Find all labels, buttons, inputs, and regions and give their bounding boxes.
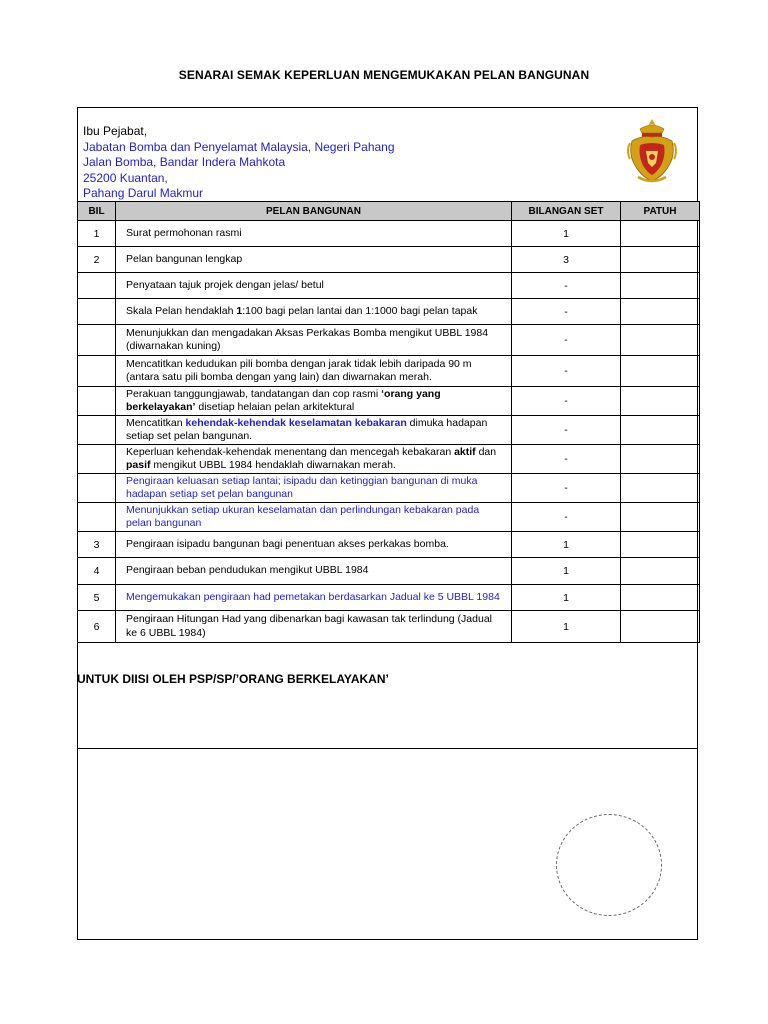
- row-set-count: -: [512, 387, 621, 416]
- table-row: [78, 611, 700, 643]
- section-divider: [77, 748, 698, 749]
- address-line-2: Jabatan Bomba dan Penyelamat Malaysia, Negeri Pahang: [83, 139, 395, 154]
- address-line-5: Pahang Darul Makmur: [83, 186, 204, 200]
- row-description: [116, 387, 512, 416]
- row-patuh-cell[interactable]: [621, 532, 700, 558]
- header-pelan-bangunan: PELAN BANGUNAN: [116, 202, 512, 221]
- table-row: [78, 474, 700, 503]
- row-patuh-cell[interactable]: [621, 416, 700, 445]
- table-header-row: [78, 202, 700, 221]
- row-description: Pengiraan Hitungan Had yang dibenarkan bagi kawasan tak terlindung (Jadual ke 6 UBBL 1984): [116, 611, 512, 643]
- row-description: Menunjukkan setiap ukuran keselamatan dan perlindungan kebakaran pada pelan bangunan: [116, 503, 512, 532]
- table-row: [78, 416, 700, 445]
- row-patuh-cell[interactable]: [621, 585, 700, 611]
- table-row: [78, 325, 700, 356]
- desc-bold-part: aktif: [454, 445, 476, 458]
- row-set-count: -: [512, 273, 621, 299]
- row-description: Pengiraan keluasan setiap lantai; isipadu dan ketinggian bangunan di muka hadapan setiap set pelan bangunan: [116, 474, 512, 503]
- psp-section-label: UNTUK DIISI OLEH PSP/SP/’ORANG BERKELAYAKAN’: [77, 672, 389, 686]
- row-number: 4: [78, 558, 116, 585]
- row-number: [78, 387, 116, 416]
- address-block: [83, 124, 395, 202]
- row-number: [78, 273, 116, 299]
- table-row: [78, 558, 700, 585]
- row-description: Pengiraan beban pendudukan mengikut UBBL 1984: [116, 558, 512, 585]
- row-set-count: 1: [512, 585, 621, 611]
- table-row: [78, 273, 700, 299]
- row-number: [78, 503, 116, 532]
- desc-bold-blue-part: kehendak-kehendak keselamatan kebakaran: [185, 416, 407, 429]
- row-patuh-cell[interactable]: [621, 387, 700, 416]
- row-set-count: 1: [512, 558, 621, 585]
- row-set-count: 1: [512, 611, 621, 643]
- row-description: Mencatitkan kedudukan pili bomba dengan jarak tidak lebih daripada 90 m (antara satu pili bomba dengan yang lain) dan diwarnakan merah.: [116, 356, 512, 387]
- row-number: [78, 474, 116, 503]
- row-set-count: -: [512, 325, 621, 356]
- row-description: Pelan bangunan lengkap: [116, 247, 512, 273]
- row-description: Surat permohonan rasmi: [116, 221, 512, 247]
- row-description: Mengemukakan pengiraan had pemetakan berdasarkan Jadual ke 5 UBBL 1984: [116, 585, 512, 611]
- desc-part: dan: [475, 445, 497, 458]
- stamp-circle: [556, 814, 662, 916]
- desc-part: mengikut UBBL 1984 hendaklah diwarnakan merah.: [150, 459, 396, 471]
- row-set-count: -: [512, 503, 621, 532]
- table-row: [78, 247, 700, 273]
- row-number: [78, 325, 116, 356]
- row-set-count: -: [512, 356, 621, 387]
- row-number: [78, 445, 116, 474]
- checklist-table: [77, 201, 700, 643]
- header-patuh: PATUH: [621, 202, 700, 221]
- desc-bold-part: ‘orang yang berkelayakan’: [126, 387, 441, 413]
- desc-part: :100 bagi pelan lantai dan 1:1000 bagi pelan tapak: [242, 304, 478, 317]
- row-patuh-cell[interactable]: [621, 221, 700, 247]
- address-line-4: 25200 Kuantan,: [83, 170, 168, 185]
- desc-bold-part: 1: [236, 304, 243, 317]
- row-description: Pengiraan isipadu bangunan bagi penentuan akses perkakas bomba.: [116, 532, 512, 558]
- row-number: 2: [78, 247, 116, 273]
- row-description: Penyataan tajuk projek dengan jelas/ betul: [116, 273, 512, 299]
- row-description: Menunjukkan dan mengadakan Aksas Perkakas Bomba mengikut UBBL 1984 (diwarnakan kuning): [116, 325, 512, 356]
- row-description: [116, 445, 512, 474]
- row-number: [78, 356, 116, 387]
- address-line-3: Jalan Bomba, Bandar Indera Mahkota: [83, 155, 286, 169]
- row-patuh-cell[interactable]: [621, 356, 700, 387]
- table-row: [78, 299, 700, 325]
- row-set-count: 1: [512, 532, 621, 558]
- row-number: 5: [78, 585, 116, 611]
- row-set-count: 3: [512, 247, 621, 273]
- row-number: 1: [78, 221, 116, 247]
- address-line-1: Ibu Pejabat,: [83, 124, 148, 138]
- row-description: [116, 416, 512, 445]
- table-row: [78, 503, 700, 532]
- row-patuh-cell[interactable]: [621, 325, 700, 356]
- table-row: [78, 221, 700, 247]
- document-title: SENARAI SEMAK KEPERLUAN MENGEMUKAKAN PELAN BANGUNAN: [178, 68, 590, 82]
- row-patuh-cell[interactable]: [621, 247, 700, 273]
- desc-part: Keperluan kehendak-kehendak menentang dan mencegah kebakaran: [126, 445, 455, 458]
- desc-part: disetiap helaian pelan arkitektural: [195, 401, 355, 413]
- header-bil: BIL: [78, 202, 116, 221]
- row-set-count: -: [512, 445, 621, 474]
- row-patuh-cell[interactable]: [621, 445, 700, 474]
- row-number: [78, 416, 116, 445]
- row-number: [78, 299, 116, 325]
- row-patuh-cell[interactable]: [621, 299, 700, 325]
- row-set-count: -: [512, 299, 621, 325]
- row-number: 6: [78, 611, 116, 643]
- row-set-count: -: [512, 474, 621, 503]
- row-patuh-cell[interactable]: [621, 273, 700, 299]
- table-row: [78, 356, 700, 387]
- table-row: [78, 585, 700, 611]
- desc-part: Mencatitkan: [126, 416, 186, 429]
- row-patuh-cell[interactable]: [621, 503, 700, 532]
- header-bilangan-set: BILANGAN SET: [512, 202, 621, 221]
- state-crest-icon: [626, 117, 678, 185]
- table-row: [78, 445, 700, 474]
- desc-part: Skala Pelan hendaklah: [126, 304, 237, 317]
- row-patuh-cell[interactable]: [621, 558, 700, 585]
- row-description: [116, 299, 512, 325]
- row-set-count: -: [512, 416, 621, 445]
- desc-part: dimuka hadapan setiap set pelan bangunan.: [126, 416, 488, 442]
- row-set-count: 1: [512, 221, 621, 247]
- row-patuh-cell[interactable]: [621, 611, 700, 643]
- row-patuh-cell[interactable]: [621, 474, 700, 503]
- desc-part: Perakuan tanggungjawab, tandatangan dan cop rasmi: [126, 387, 382, 400]
- table-row: [78, 532, 700, 558]
- row-number: 3: [78, 532, 116, 558]
- table-row: [78, 387, 700, 416]
- desc-bold-part: pasif: [126, 459, 151, 471]
